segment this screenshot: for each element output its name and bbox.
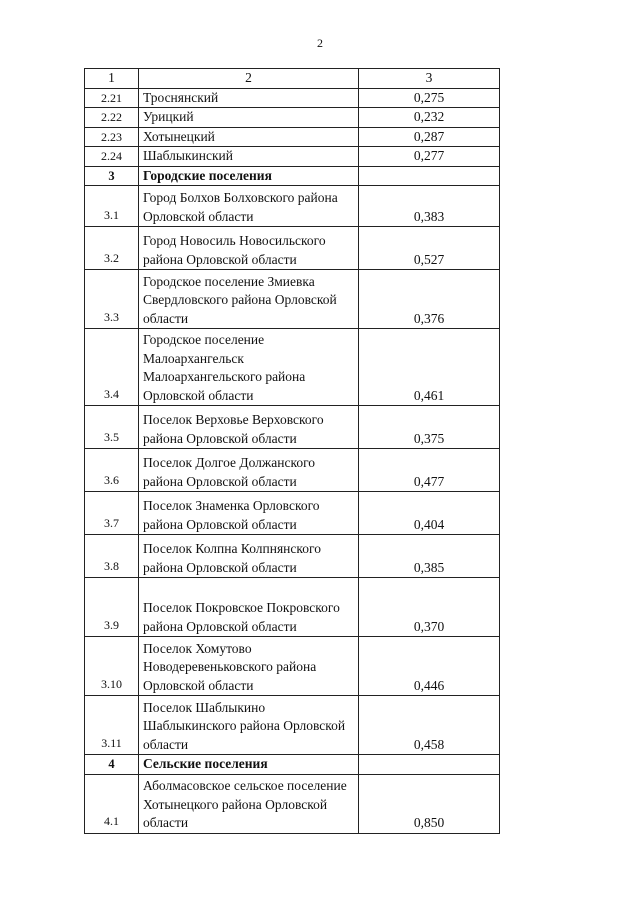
table-row (85, 492, 500, 535)
row-value (359, 166, 500, 186)
row-name: Шаблыкинский (139, 147, 359, 167)
row-name: Поселок Верховье Верховского района Орловской области (139, 406, 359, 449)
row-number: 3 (85, 166, 139, 186)
row-value: 0,275 (359, 88, 500, 108)
table-row (85, 88, 500, 108)
column-header-value: 3 (359, 69, 500, 89)
row-name: Сельские поселения (139, 755, 359, 775)
row-value: 0,461 (359, 329, 500, 406)
table-row (85, 227, 500, 270)
row-name: Поселок Знаменка Орловского района Орловской области (139, 492, 359, 535)
table-row (85, 127, 500, 147)
row-value: 0,375 (359, 406, 500, 449)
column-header-number: 1 (85, 69, 139, 89)
row-number: 3.7 (85, 492, 139, 535)
section-row (85, 166, 500, 186)
row-number: 3.6 (85, 449, 139, 492)
table-row (85, 406, 500, 449)
table-row (85, 270, 500, 329)
row-number: 3.1 (85, 186, 139, 227)
row-number: 2.22 (85, 108, 139, 128)
section-row (85, 755, 500, 775)
table-row (85, 186, 500, 227)
table-row (85, 774, 500, 833)
row-number: 2.23 (85, 127, 139, 147)
coefficients-table (84, 68, 500, 834)
table-row (85, 696, 500, 755)
table-row (85, 637, 500, 696)
row-number: 2.24 (85, 147, 139, 167)
page-number: 2 (317, 36, 323, 50)
row-name: Городское поселение Малоархангельск Малоархангельского района Орловской области (139, 329, 359, 406)
table-header-row (85, 69, 500, 89)
row-value: 0,376 (359, 270, 500, 329)
row-value: 0,850 (359, 774, 500, 833)
table-row (85, 147, 500, 167)
row-number: 3.4 (85, 329, 139, 406)
row-value: 0,383 (359, 186, 500, 227)
row-number: 3.10 (85, 637, 139, 696)
row-value: 0,385 (359, 535, 500, 578)
row-value: 0,458 (359, 696, 500, 755)
row-value: 0,232 (359, 108, 500, 128)
table-row (85, 329, 500, 406)
row-number: 3.3 (85, 270, 139, 329)
row-value: 0,446 (359, 637, 500, 696)
row-name: Городские поселения (139, 166, 359, 186)
row-name: Городское поселение Змиевка Свердловского района Орловской области (139, 270, 359, 329)
row-name: Город Новосиль Новосильского района Орловской области (139, 227, 359, 270)
row-number: 2.21 (85, 88, 139, 108)
row-name: Урицкий (139, 108, 359, 128)
row-number: 3.8 (85, 535, 139, 578)
row-number: 3.9 (85, 578, 139, 637)
row-value: 0,527 (359, 227, 500, 270)
table-row (85, 578, 500, 637)
column-header-name: 2 (139, 69, 359, 89)
row-number: 3.2 (85, 227, 139, 270)
row-value: 0,370 (359, 578, 500, 637)
row-value: 0,477 (359, 449, 500, 492)
row-name: Поселок Шаблыкино Шаблыкинского района Орловской области (139, 696, 359, 755)
row-number: 4 (85, 755, 139, 775)
row-value: 0,287 (359, 127, 500, 147)
row-value (359, 755, 500, 775)
table-row (85, 449, 500, 492)
row-number: 4.1 (85, 774, 139, 833)
row-name: Город Болхов Болховского района Орловской области (139, 186, 359, 227)
row-number: 3.11 (85, 696, 139, 755)
row-name: Поселок Хомутово Новодеревеньковского района Орловской области (139, 637, 359, 696)
row-name: Поселок Покровское Покровского района Орловской области (139, 578, 359, 637)
table-row (85, 108, 500, 128)
table-row (85, 535, 500, 578)
row-name: Троснянский (139, 88, 359, 108)
row-name: Аболмасовское сельское поселение Хотынецкого района Орловской области (139, 774, 359, 833)
row-value: 0,277 (359, 147, 500, 167)
row-name: Поселок Колпна Колпнянского района Орловской области (139, 535, 359, 578)
row-name: Поселок Долгое Должанского района Орловской области (139, 449, 359, 492)
row-name: Хотынецкий (139, 127, 359, 147)
row-number: 3.5 (85, 406, 139, 449)
row-value: 0,404 (359, 492, 500, 535)
